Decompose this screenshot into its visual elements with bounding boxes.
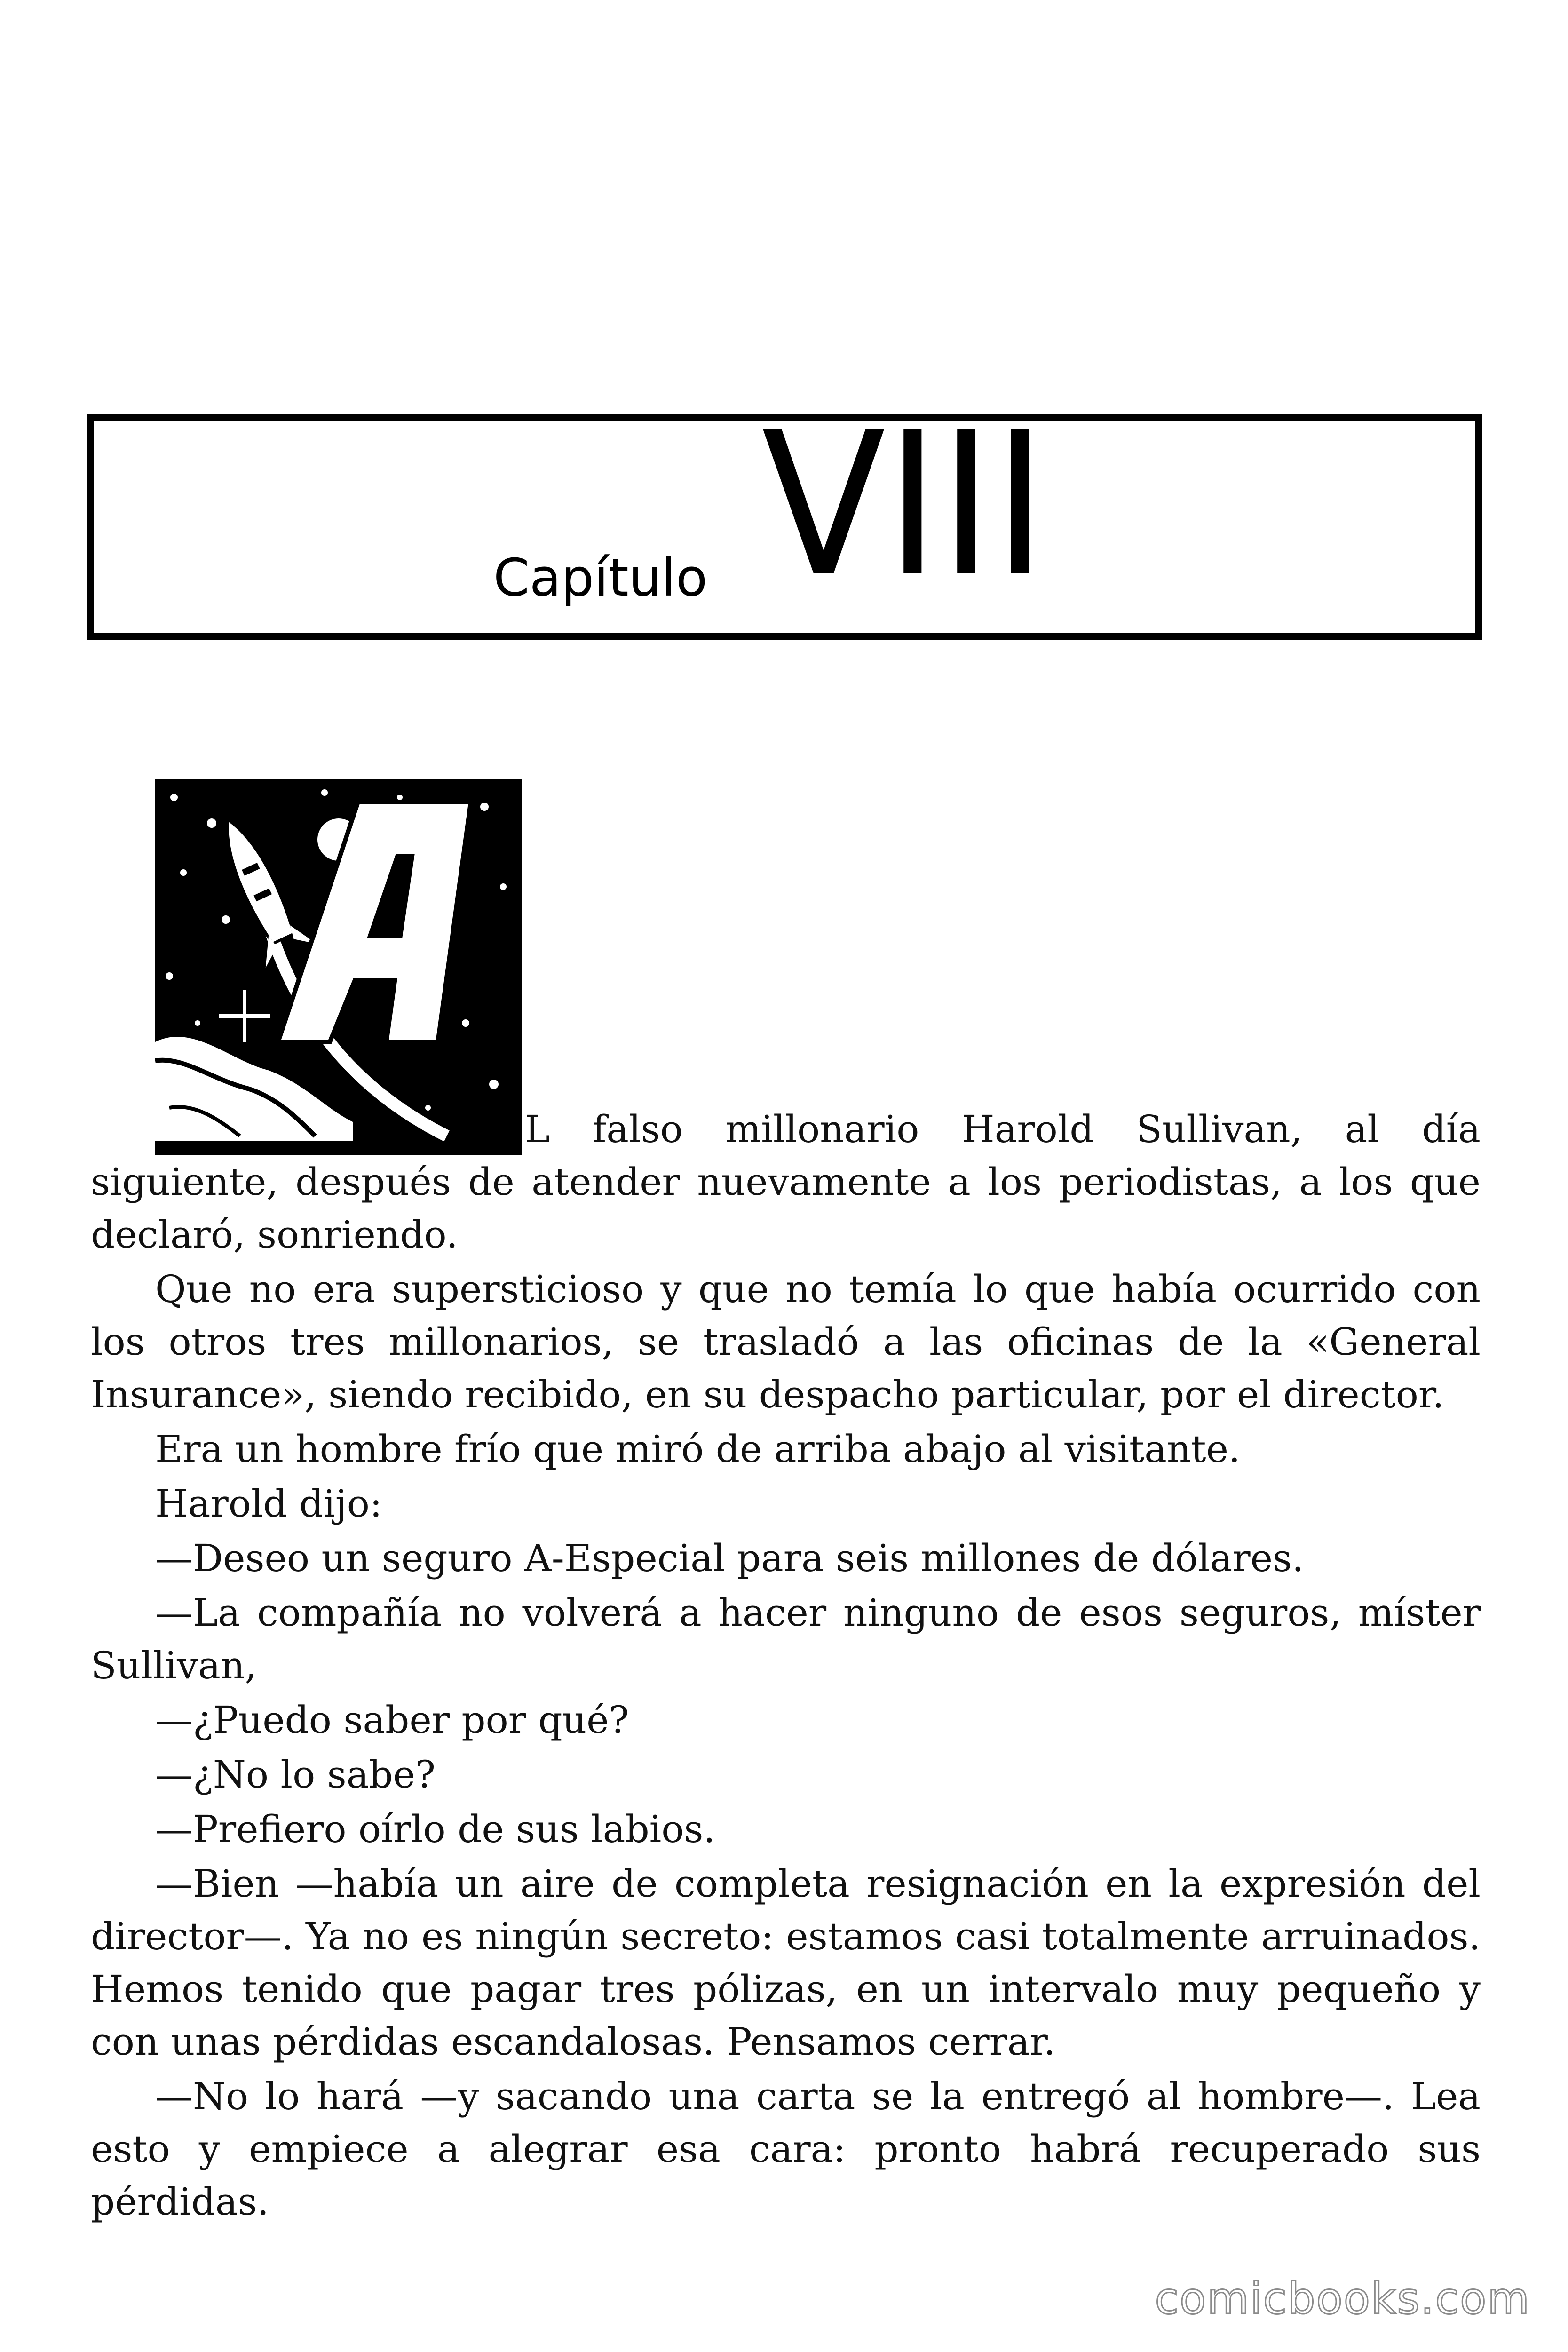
paragraph: —No lo hará —y sacando una carta se la entregó al hombre—. Lea esto y empiece a alegrar esa cara: pronto habrá recuperado sus pérdidas. bbox=[91, 2074, 1481, 2224]
paragraph: L falso millonario Harold Sullivan, al día siguiente, después de atender nuevamente a los periodistas, a los que declaró, sonriendo. bbox=[91, 1107, 1481, 1256]
paragraph: —La compañía no volverá a hacer ninguno de esos seguros, míster Sullivan, bbox=[91, 1591, 1481, 1687]
paragraph: —¿Puedo saber por qué? bbox=[155, 1698, 629, 1742]
paragraph: —¿No lo sabe? bbox=[155, 1753, 436, 1796]
paragraph: —Deseo un seguro A-Especial para seis millones de dólares. bbox=[155, 1536, 1304, 1580]
chapter-heading-box bbox=[87, 390, 1482, 640]
paragraph: Harold dijo: bbox=[155, 1482, 382, 1526]
paragraph: —Bien —había un aire de completa resignación en la expresión del director—. Ya no es ningún secreto: estamos casi totalmente arruinados. Hemos tenido que pagar tres pólizas, en un intervalo muy pequeño y con unas pérdidas escandalosas. Pensamos cerrar. bbox=[91, 1862, 1481, 2064]
chapter-label: Capítulo bbox=[493, 548, 708, 608]
paragraph: Era un hombre frío que miró de arriba abajo al visitante. bbox=[155, 1427, 1241, 1471]
watermark: comicbooks.com bbox=[1155, 2273, 1530, 2324]
rocket-in-space-illustration-icon bbox=[155, 779, 522, 1155]
paragraph: —Prefiero oírlo de sus labios. bbox=[155, 1807, 715, 1851]
drop-cap-illustration bbox=[155, 779, 522, 1155]
paragraph: Que no era supersticioso y que no temía lo que había ocurrido con los otros tres millonarios, se trasladó a las oficinas de la «General Insurance», siendo recibido, en su despacho particular, por el director. bbox=[91, 1267, 1481, 1416]
chapter-number: VIII bbox=[761, 390, 1047, 620]
chapter-body bbox=[91, 774, 1481, 2228]
